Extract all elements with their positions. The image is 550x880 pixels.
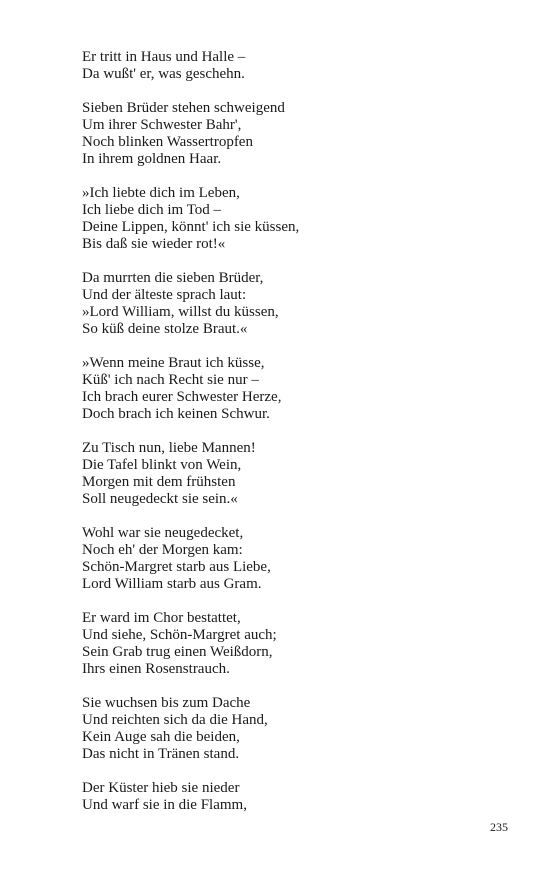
verse-line: Ich brach eurer Schwester Herze, <box>82 389 282 405</box>
page-number: 235 <box>490 820 508 834</box>
verse-line: Das nicht in Tränen stand. <box>82 746 240 762</box>
verse-line: Sieben Brüder stehen schweigend <box>82 100 285 116</box>
stanza-10 <box>82 780 502 814</box>
verse-line: »Lord William, willst du küssen, <box>82 304 279 320</box>
verse-line: Küß' ich nach Recht sie nur – <box>82 372 259 388</box>
verse-line: Da murrten die sieben Brüder, <box>82 270 264 286</box>
stanza-5 <box>82 355 502 423</box>
verse-line: Lord William starb aus Gram. <box>82 576 262 592</box>
verse-line: Noch blinken Wassertropfen <box>82 134 253 150</box>
verse-line: Sie wuchsen bis zum Dache <box>82 695 251 711</box>
verse-line: Die Tafel blinkt von Wein, <box>82 457 242 473</box>
verse-line: »Ich liebte dich im Leben, <box>82 185 240 201</box>
verse-line: Wohl war sie neugedecket, <box>82 525 244 541</box>
stanza-6 <box>82 440 502 508</box>
verse-line: Da wußt' er, was geschehn. <box>82 66 245 82</box>
verse-line: Zu Tisch nun, liebe Mannen! <box>82 440 256 456</box>
verse-line: Der Küster hieb sie nieder <box>82 780 240 796</box>
verse-line: Und warf sie in die Flamm, <box>82 797 247 813</box>
verse-line: Er tritt in Haus und Halle – <box>82 49 246 65</box>
verse-line: Ihrs einen Rosenstrauch. <box>82 661 230 677</box>
stanza-9 <box>82 695 502 763</box>
verse-line: Morgen mit dem frühsten <box>82 474 236 490</box>
verse-line: Kein Auge sah die beiden, <box>82 729 240 745</box>
verse-line: Schön-Margret starb aus Liebe, <box>82 559 271 575</box>
verse-line: Bis daß sie wieder rot!« <box>82 236 226 252</box>
verse-line: Und der älteste sprach laut: <box>82 287 247 303</box>
verse-line: Und reichten sich da die Hand, <box>82 712 268 728</box>
stanza-3 <box>82 185 502 253</box>
verse-line: Er ward im Chor bestattet, <box>82 610 241 626</box>
verse-line: Ich liebe dich im Tod – <box>82 202 222 218</box>
verse-line: Doch brach ich keinen Schwur. <box>82 406 270 422</box>
verse-line: Deine Lippen, könnt' ich sie küssen, <box>82 219 300 235</box>
verse-line: Und siehe, Schön-Margret auch; <box>82 627 277 643</box>
stanza-8 <box>82 610 502 678</box>
stanza-1 <box>82 49 502 83</box>
stanza-7 <box>82 525 502 593</box>
poem-text <box>82 49 502 831</box>
verse-line: »Wenn meine Braut ich küsse, <box>82 355 265 371</box>
verse-line: Um ihrer Schwester Bahr', <box>82 117 242 133</box>
verse-line: In ihrem goldnen Haar. <box>82 151 222 167</box>
stanza-2 <box>82 100 502 168</box>
verse-line: Sein Grab trug einen Weißdorn, <box>82 644 273 660</box>
verse-line: Soll neugedeckt sie sein.« <box>82 491 238 507</box>
verse-line: So küß deine stolze Braut.« <box>82 321 248 337</box>
verse-line: Noch eh' der Morgen kam: <box>82 542 243 558</box>
stanza-4 <box>82 270 502 338</box>
